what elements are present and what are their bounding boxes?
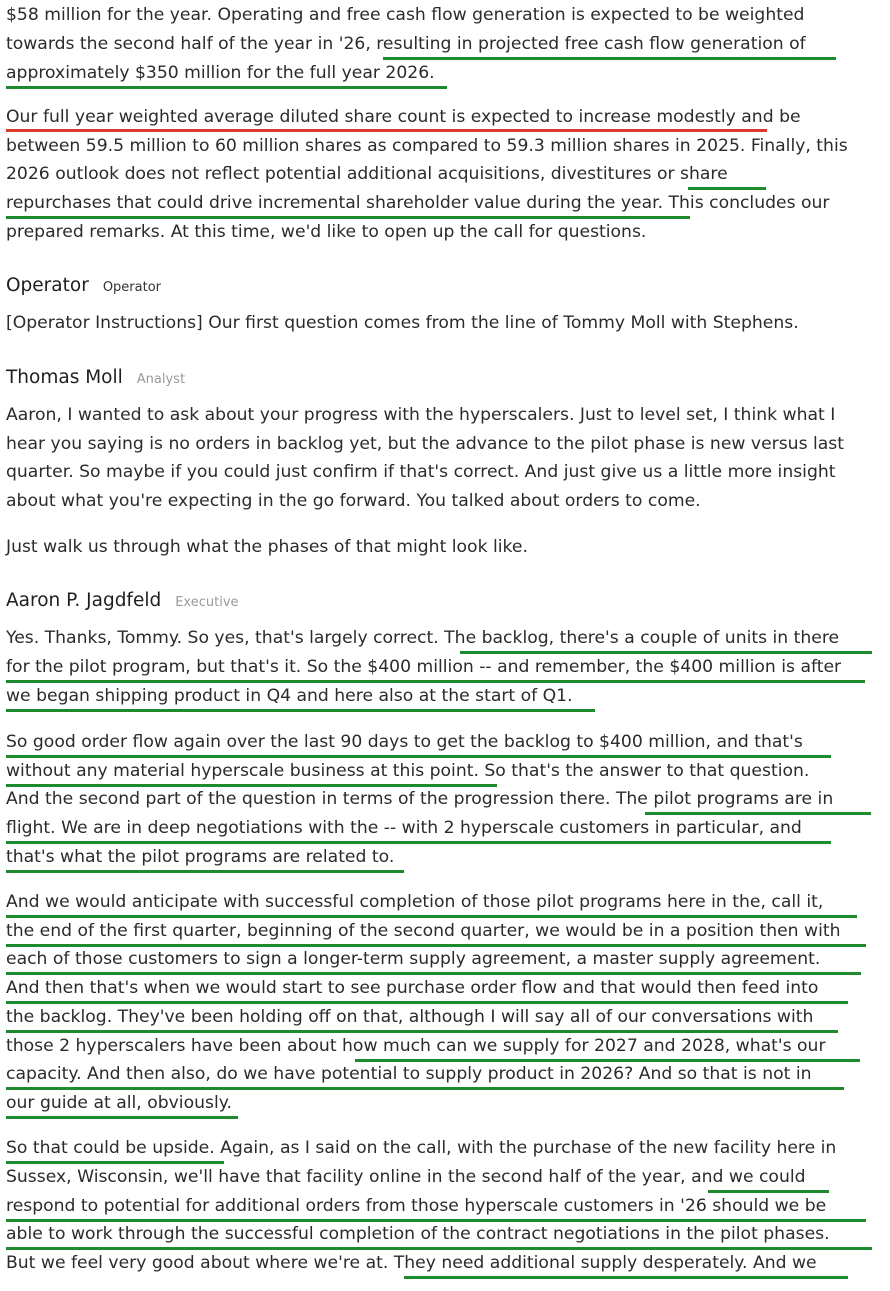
highlight-underline	[6, 841, 831, 844]
transcript-line: for the pilot program, but that's it. So the $400 million -- and remember, the $400 million is after	[6, 657, 842, 677]
transcript-line: those 2 hyperscalers have been about how much can we supply for 2027 and 2028, what's our	[6, 1036, 826, 1056]
highlight-underline	[6, 784, 497, 787]
speaker-role: Analyst	[136, 372, 186, 387]
transcript-line: Just walk us through what the phases of that might look like.	[6, 537, 528, 557]
transcript-line: each of those customers to sign a longer-term supply agreement, a master supply agreement.	[6, 949, 821, 969]
highlight-underline	[688, 187, 766, 190]
transcript-line: Aaron, I wanted to ask about your progress with the hyperscalers. Just to level set, I think what I	[6, 405, 836, 425]
transcript-line: 2026 outlook does not reflect potential additional acquisitions, divestitures or share	[6, 164, 728, 184]
highlight-underline	[645, 812, 871, 815]
highlight-underline	[6, 972, 861, 975]
transcript-line: So good order flow again over the last 90 days to get the backlog to $400 million, and that's	[6, 732, 803, 752]
highlight-underline	[6, 86, 447, 89]
transcript-line: And the second part of the question in terms of the progression there. The pilot programs are in	[6, 789, 834, 809]
highlight-underline	[6, 680, 865, 683]
highlight-underline	[6, 1116, 238, 1119]
transcript-line: Our full year weighted average diluted share count is expected to increase modestly and be	[6, 107, 801, 127]
highlight-underline	[383, 57, 836, 60]
highlight-underline	[6, 216, 690, 219]
transcript-line: without any material hyperscale business at this point. So that's the answer to that question.	[6, 761, 810, 781]
transcript-line: Sussex, Wisconsin, we'll have that facility online in the second half of the year, and we could	[6, 1167, 806, 1187]
transcript-line: the end of the first quarter, beginning of the second quarter, we would be in a position then with	[6, 921, 841, 941]
speaker-header-analyst	[6, 367, 185, 388]
transcript-line: capacity. And then also, do we have potential to supply product in 2026? And so that is not in	[6, 1064, 812, 1084]
transcript-line: And then that's when we would start to see purchase order flow and that would then feed into	[6, 978, 819, 998]
speaker-name: Aaron P. Jagdfeld	[6, 590, 162, 611]
transcript-line: approximately $350 million for the full year 2026.	[6, 63, 435, 83]
transcript-line: But we feel very good about where we're at. They need additional supply desperately. And we	[6, 1253, 817, 1273]
highlight-underline	[355, 1059, 860, 1062]
highlight-underline	[6, 755, 831, 758]
highlight-underline	[6, 915, 857, 918]
highlight-underline	[6, 944, 866, 947]
highlight-underline	[708, 1190, 829, 1193]
highlight-underline	[460, 651, 872, 654]
transcript-line: our guide at all, obviously.	[6, 1093, 232, 1113]
speaker-role: Operator	[102, 280, 162, 295]
highlight-underline	[6, 129, 767, 132]
highlight-underline	[6, 1247, 872, 1250]
transcript-line: about what you're expecting in the go forward. You talked about orders to come.	[6, 491, 701, 511]
transcript-line: able to work through the successful completion of the contract negotiations in the pilot phases.	[6, 1224, 830, 1244]
transcript-line: the backlog. They've been holding off on that, although I will say all of our conversations with	[6, 1007, 814, 1027]
speaker-name: Thomas Moll	[6, 367, 123, 388]
highlight-underline	[6, 1087, 844, 1090]
highlight-underline	[6, 1001, 848, 1004]
transcript-line: we began shipping product in Q4 and here also at the start of Q1.	[6, 686, 573, 706]
transcript-line: And we would anticipate with successful completion of those pilot programs here in the, call it,	[6, 892, 824, 912]
transcript-line: hear you saying is no orders in backlog yet, but the advance to the pilot phase is new versus last	[6, 434, 844, 454]
transcript-line: [Operator Instructions] Our first question comes from the line of Tommy Moll with Stephens.	[6, 313, 799, 333]
highlight-underline	[404, 1276, 848, 1279]
highlight-underline	[6, 870, 404, 873]
transcript-line: Yes. Thanks, Tommy. So yes, that's largely correct. The backlog, there's a couple of units in there	[6, 628, 840, 648]
transcript-line: So that could be upside. Again, as I said on the call, with the purchase of the new facility here in	[6, 1138, 837, 1158]
transcript-line: flight. We are in deep negotiations with the -- with 2 hyperscale customers in particular, and	[6, 818, 802, 838]
speaker-name: Operator	[6, 275, 89, 296]
highlight-underline	[6, 1161, 224, 1164]
transcript-line: that's what the pilot programs are related to.	[6, 847, 395, 867]
transcript-line: repurchases that could drive incremental shareholder value during the year. This concludes our	[6, 193, 830, 213]
transcript-line: $58 million for the year. Operating and free cash flow generation is expected to be weighted	[6, 5, 805, 25]
transcript-line: towards the second half of the year in '26, resulting in projected free cash flow generation of	[6, 34, 806, 54]
transcript-line: quarter. So maybe if you could just confirm if that's correct. And just give us a little more insight	[6, 462, 836, 482]
speaker-role: Executive	[175, 595, 239, 610]
highlight-underline	[6, 709, 595, 712]
speaker-header-executive	[6, 590, 239, 611]
speaker-header-operator	[6, 275, 161, 296]
transcript-line: prepared remarks. At this time, we'd like to open up the call for questions.	[6, 222, 647, 242]
transcript-line: between 59.5 million to 60 million shares as compared to 59.3 million shares in 2025. Finally, this	[6, 136, 848, 156]
transcript-line: respond to potential for additional orders from those hyperscale customers in '26 should we be	[6, 1196, 827, 1216]
highlight-underline	[6, 1030, 838, 1033]
highlight-underline	[6, 1219, 866, 1222]
